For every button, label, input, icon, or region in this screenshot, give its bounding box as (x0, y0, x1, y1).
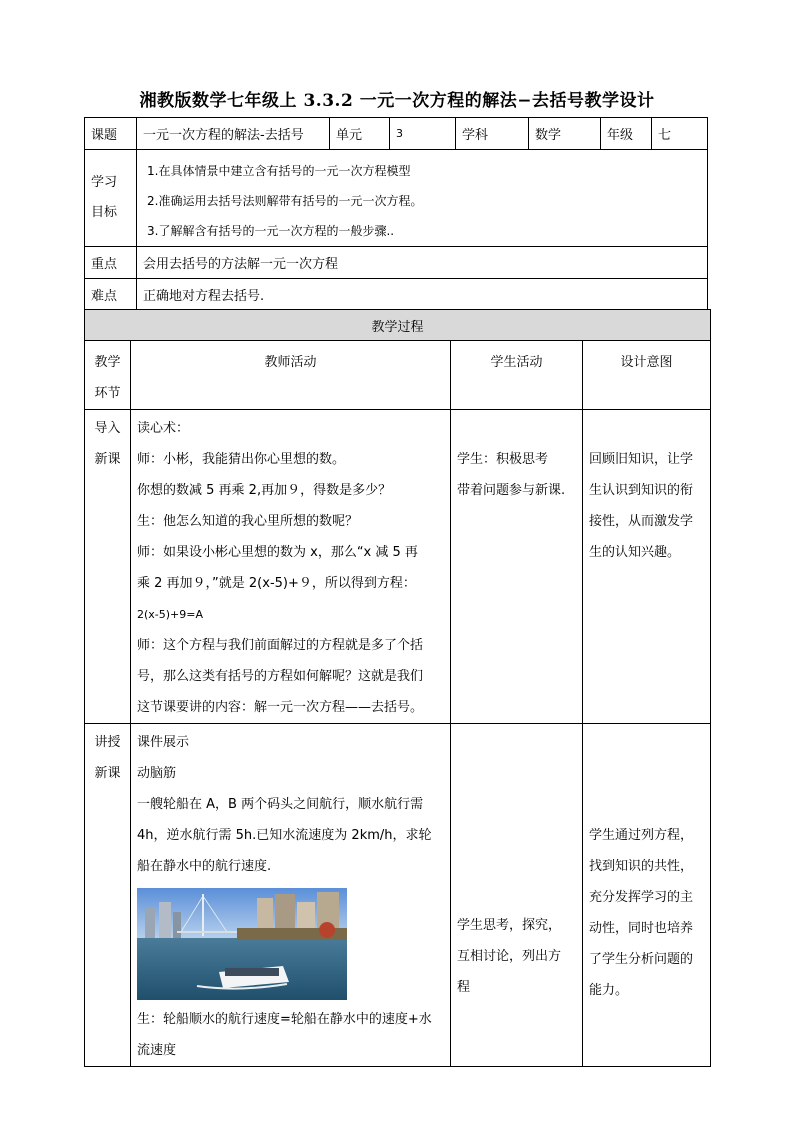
subject-label: 学科 (456, 118, 529, 150)
teacher-activity: 读心术： 师：小彬，我能猜出你心里想的数。 你想的数减 5 再乘 2,再加９，得数是多少？ 生：他怎么知道的我心里所想的数呢？ 师：如果设小彬心里想的数为 x，那么“x 减 5 再 乘 2 再加９，”就是 2(x-5)+９，所以得到方程： 2(x-5)+9=A 师：这个方程与我们前面解过的方程就是多了个括 号，那么这类有括号的方程如何解呢？这就是我们 这节课要讲的内容：解一元一次方程——去括号。 (131, 410, 451, 724)
topic-value: 一元一次方程的解法-去括号 (137, 118, 330, 150)
difficulty-value: 正确地对方程去括号. (137, 279, 708, 311)
goals-list (137, 150, 708, 247)
col-teacher: 教师活动 (131, 341, 451, 410)
table-row-intro (85, 410, 711, 724)
key-label: 重点 (85, 247, 137, 279)
info-table (84, 117, 708, 311)
col-intent: 设计意图 (583, 341, 711, 410)
teacher-activity: 课件展示 动脑筋 一艘轮船在 A，B 两个码头之间航行，顺水航行需 4h，逆水航行需 5h.已知水流速度为 2km/h，求轮 船在静水中的航行速度. 生：轮船顺水的航行速度=轮船在静水中的速度+水 流速度 (131, 724, 451, 1067)
info-row-topic (85, 118, 708, 150)
goal-item: 3.了解解含有括号的一元一次方程的一般步骤.. (147, 224, 395, 238)
table-row-lecture (85, 724, 711, 1067)
student-activity: 学生思考，探究， 互相讨论，列出方 程 (451, 724, 583, 1067)
subject-value: 数学 (529, 118, 601, 150)
design-intent: 学生通过列方程， 找到知识的共性， 充分发挥学习的主 动性，同时也培养 了学生分析问题的 能力。 (583, 724, 711, 1067)
column-headers (85, 341, 711, 410)
grade-label: 年级 (601, 118, 652, 150)
difficulty-label: 难点 (85, 279, 137, 311)
col-stage: 教学 环节 (85, 341, 131, 410)
info-row-difficulty (85, 279, 708, 311)
goal-item: 1.在具体情景中建立含有括号的一元一次方程模型 (147, 164, 411, 178)
topic-label: 课题 (85, 118, 137, 150)
stage-label: 讲授 新课 (85, 724, 131, 1067)
student-activity: 学生：积极思考 带着问题参与新课. (451, 410, 583, 724)
goal-item: 2.准确运用去括号法则解带有括号的一元一次方程。 (147, 194, 423, 208)
goals-label: 学习 目标 (85, 150, 137, 247)
stage-label: 导入 新课 (85, 410, 131, 724)
grade-value: 七 (652, 118, 708, 150)
col-student: 学生活动 (451, 341, 583, 410)
document-title: 湘教版数学七年级上 3.3.2 一元一次方程的解法−去括号教学设计 (139, 91, 655, 111)
unit-label: 单元 (330, 118, 390, 150)
info-row-goals (85, 150, 708, 247)
process-header: 教学过程 (85, 310, 711, 341)
ferry-photo (137, 888, 347, 1000)
info-row-key (85, 247, 708, 279)
process-table (84, 309, 711, 1067)
design-intent: 回顾旧知识，让学 生认识到知识的衔 接性，从而激发学 生的认知兴趣。 (583, 410, 711, 724)
key-value: 会用去括号的方法解一元一次方程 (137, 247, 708, 279)
unit-value: 3 (390, 118, 456, 150)
